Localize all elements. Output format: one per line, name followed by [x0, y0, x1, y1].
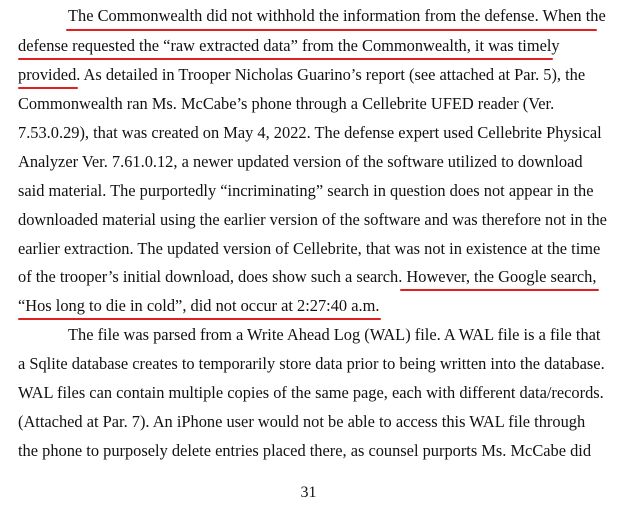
text-line-15: (Attached at Par. 7). An iPhone user would not be able to access this WAL file through	[18, 412, 586, 431]
red-underline-1	[66, 29, 597, 31]
text-line-10: of the trooper’s initial download, does show such a search. However, the Google search,	[18, 267, 597, 286]
red-underline-4	[400, 289, 599, 291]
text-line-2: defense requested the “raw extracted data” from the Commonwealth, it was timely	[18, 36, 560, 55]
text-line-13: a Sqlite database creates to temporarily store data prior to being written into the database.	[18, 354, 605, 373]
text-line-9: earlier extraction. The updated version of Cellebrite, that was not in existence at the time	[18, 239, 601, 258]
text-line-14: WAL files can contain multiple copies of the same page, each with different data/records.	[18, 383, 604, 402]
text-line-3: provided. As detailed in Trooper Nicholas Guarino’s report (see attached at Par. 5), the	[18, 65, 586, 84]
red-underline-3	[18, 87, 78, 89]
text-line-1: The Commonwealth did not withhold the information from the defense. When the	[68, 6, 606, 25]
red-underline-5	[18, 318, 381, 320]
text-line-6: Analyzer Ver. 7.61.0.12, a newer updated version of the software utilized to download	[18, 152, 583, 171]
text-line-7: said material. The purportedly “incriminating” search in question does not appear in the	[18, 181, 594, 200]
text-line-12: The file was parsed from a Write Ahead Log (WAL) file. A WAL file is a file that	[68, 325, 601, 344]
text-line-5: 7.53.0.29), that was created on May 4, 2022. The defense expert used Cellebrite Physical	[18, 123, 602, 142]
text-line-16: the phone to purposely delete entries placed there, as counsel purports Ms. McCabe did	[18, 441, 592, 460]
text-line-8: downloaded material using the earlier version of the software and was therefore not in the	[18, 210, 607, 229]
text-line-11: “Hos long to die in cold”, did not occur at 2:27:40 a.m.	[18, 296, 380, 315]
red-underline-2	[18, 58, 553, 60]
page-number: 31	[300, 484, 317, 501]
text-line-4: Commonwealth ran Ms. McCabe’s phone through a Cellebrite UFED reader (Ver.	[18, 94, 555, 113]
